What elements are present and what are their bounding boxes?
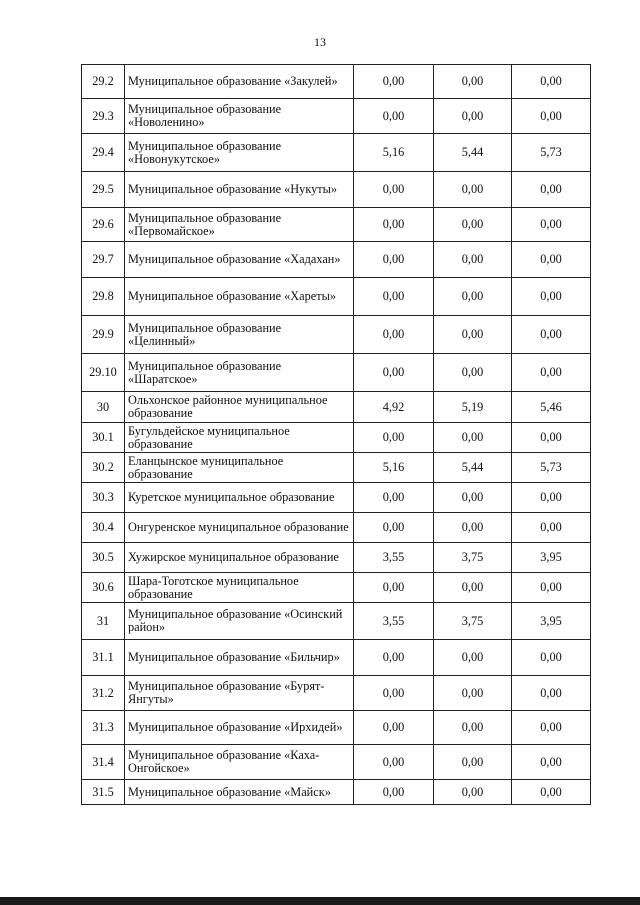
- row-value-1-cell: 0,00: [354, 640, 434, 676]
- row-number-cell: 31.2: [82, 676, 125, 711]
- row-name-cell: Муниципальное образование «Хареты»: [125, 278, 354, 316]
- row-name-cell: Муниципальное образование «Ирхидей»: [125, 711, 354, 745]
- table-row: [82, 483, 591, 513]
- row-value-2-cell: 0,00: [434, 423, 512, 453]
- row-value-1-cell: 4,92: [354, 392, 434, 423]
- row-number-cell: 31.4: [82, 745, 125, 780]
- row-value-2-cell: 0,00: [434, 99, 512, 134]
- row-value-2-cell: 3,75: [434, 603, 512, 640]
- row-value-2-cell: 0,00: [434, 354, 512, 392]
- table-row: [82, 676, 591, 711]
- table-row: [82, 172, 591, 208]
- row-name-cell: Муниципальное образование «Нукуты»: [125, 172, 354, 208]
- row-name-cell: Муниципальное образование «Каха-Онгойское»: [125, 745, 354, 780]
- row-value-3-cell: 0,00: [512, 208, 591, 242]
- row-value-2-cell: 0,00: [434, 208, 512, 242]
- row-value-3-cell: 0,00: [512, 423, 591, 453]
- row-value-3-cell: 5,46: [512, 392, 591, 423]
- row-number-cell: 30.4: [82, 513, 125, 543]
- row-value-2-cell: 3,75: [434, 543, 512, 573]
- row-value-3-cell: 5,73: [512, 453, 591, 483]
- table-row: [82, 573, 591, 603]
- row-value-2-cell: 0,00: [434, 242, 512, 278]
- row-value-3-cell: 0,00: [512, 573, 591, 603]
- row-value-1-cell: 0,00: [354, 208, 434, 242]
- page-number: 13: [314, 35, 326, 49]
- row-value-3-cell: 0,00: [512, 640, 591, 676]
- row-value-3-cell: 0,00: [512, 676, 591, 711]
- row-number-cell: 29.6: [82, 208, 125, 242]
- row-number-cell: 29.5: [82, 172, 125, 208]
- row-value-1-cell: 0,00: [354, 711, 434, 745]
- row-number-cell: 29.9: [82, 316, 125, 354]
- row-value-2-cell: 0,00: [434, 780, 512, 805]
- row-value-1-cell: 0,00: [354, 423, 434, 453]
- row-value-2-cell: 5,19: [434, 392, 512, 423]
- row-number-cell: 29.3: [82, 99, 125, 134]
- row-value-3-cell: 0,00: [512, 316, 591, 354]
- data-table: [81, 64, 591, 805]
- row-name-cell: Хужирское муниципальное образование: [125, 543, 354, 573]
- row-name-cell: Ольхонское районное муниципальное образование: [125, 392, 354, 423]
- table-row: [82, 99, 591, 134]
- row-value-1-cell: 0,00: [354, 242, 434, 278]
- row-value-2-cell: 0,00: [434, 573, 512, 603]
- table-row: [82, 278, 591, 316]
- row-value-3-cell: 0,00: [512, 483, 591, 513]
- table-row: [82, 603, 591, 640]
- table-row: [82, 65, 591, 99]
- table-row: [82, 453, 591, 483]
- row-value-1-cell: 0,00: [354, 573, 434, 603]
- row-value-2-cell: 5,44: [434, 453, 512, 483]
- row-value-1-cell: 0,00: [354, 354, 434, 392]
- row-value-2-cell: 0,00: [434, 513, 512, 543]
- row-value-1-cell: 5,16: [354, 134, 434, 172]
- row-value-1-cell: 0,00: [354, 278, 434, 316]
- row-value-1-cell: 3,55: [354, 543, 434, 573]
- row-name-cell: Муниципальное образование «Бурят-Янгуты»: [125, 676, 354, 711]
- row-number-cell: 31.1: [82, 640, 125, 676]
- row-value-3-cell: 3,95: [512, 543, 591, 573]
- row-name-cell: Муниципальное образование «Бильчир»: [125, 640, 354, 676]
- row-value-3-cell: 0,00: [512, 745, 591, 780]
- row-number-cell: 30.6: [82, 573, 125, 603]
- table-row: [82, 640, 591, 676]
- row-value-1-cell: 0,00: [354, 172, 434, 208]
- row-name-cell: Муниципальное образование «Закулей»: [125, 65, 354, 99]
- row-number-cell: 30.1: [82, 423, 125, 453]
- row-number-cell: 29.2: [82, 65, 125, 99]
- table-row: [82, 745, 591, 780]
- row-value-2-cell: 0,00: [434, 483, 512, 513]
- row-value-3-cell: 3,95: [512, 603, 591, 640]
- row-number-cell: 29.10: [82, 354, 125, 392]
- row-name-cell: Муниципальное образование «Майск»: [125, 780, 354, 805]
- table-row: [82, 208, 591, 242]
- row-name-cell: Муниципальное образование «Осинский район»: [125, 603, 354, 640]
- row-name-cell: Бугульдейское муниципальное образование: [125, 423, 354, 453]
- row-value-2-cell: 0,00: [434, 316, 512, 354]
- row-value-1-cell: 0,00: [354, 65, 434, 99]
- row-value-3-cell: 0,00: [512, 780, 591, 805]
- row-value-3-cell: 0,00: [512, 278, 591, 316]
- row-value-3-cell: 0,00: [512, 354, 591, 392]
- row-value-2-cell: 0,00: [434, 640, 512, 676]
- row-value-2-cell: 5,44: [434, 134, 512, 172]
- row-value-3-cell: 0,00: [512, 172, 591, 208]
- row-number-cell: 31: [82, 603, 125, 640]
- row-number-cell: 31.3: [82, 711, 125, 745]
- table-row: [82, 711, 591, 745]
- row-value-1-cell: 0,00: [354, 99, 434, 134]
- row-number-cell: 29.4: [82, 134, 125, 172]
- row-value-1-cell: 5,16: [354, 453, 434, 483]
- row-name-cell: Куретское муниципальное образование: [125, 483, 354, 513]
- row-number-cell: 30.3: [82, 483, 125, 513]
- row-number-cell: 30: [82, 392, 125, 423]
- scan-edge-bar: [0, 897, 640, 905]
- row-name-cell: Муниципальное образование «Хадахан»: [125, 242, 354, 278]
- row-name-cell: Муниципальное образование «Шаратское»: [125, 354, 354, 392]
- row-value-1-cell: 0,00: [354, 745, 434, 780]
- table-row: [82, 780, 591, 805]
- row-value-1-cell: 0,00: [354, 483, 434, 513]
- row-value-1-cell: 0,00: [354, 513, 434, 543]
- row-value-1-cell: 3,55: [354, 603, 434, 640]
- row-value-3-cell: 0,00: [512, 242, 591, 278]
- row-value-1-cell: 0,00: [354, 676, 434, 711]
- row-name-cell: Муниципальное образование «Новонукутское»: [125, 134, 354, 172]
- row-value-1-cell: 0,00: [354, 316, 434, 354]
- row-number-cell: 30.2: [82, 453, 125, 483]
- row-number-cell: 30.5: [82, 543, 125, 573]
- row-value-3-cell: 0,00: [512, 99, 591, 134]
- row-name-cell: Шара-Тоготское муниципальное образование: [125, 573, 354, 603]
- row-name-cell: Еланцынское муниципальное образование: [125, 453, 354, 483]
- row-value-2-cell: 0,00: [434, 711, 512, 745]
- row-value-2-cell: 0,00: [434, 676, 512, 711]
- row-name-cell: Муниципальное образование «Первомайское»: [125, 208, 354, 242]
- row-value-3-cell: 0,00: [512, 65, 591, 99]
- row-number-cell: 31.5: [82, 780, 125, 805]
- table-row: [82, 392, 591, 423]
- row-value-2-cell: 0,00: [434, 745, 512, 780]
- table-row: [82, 543, 591, 573]
- table-row: [82, 242, 591, 278]
- table-row: [82, 513, 591, 543]
- table-row: [82, 316, 591, 354]
- row-value-3-cell: 5,73: [512, 134, 591, 172]
- table-row: [82, 423, 591, 453]
- table-row: [82, 354, 591, 392]
- row-value-2-cell: 0,00: [434, 278, 512, 316]
- row-value-3-cell: 0,00: [512, 711, 591, 745]
- row-name-cell: Муниципальное образование «Целинный»: [125, 316, 354, 354]
- row-name-cell: Онгуренское муниципальное образование: [125, 513, 354, 543]
- table-row: [82, 134, 591, 172]
- row-value-3-cell: 0,00: [512, 513, 591, 543]
- row-value-2-cell: 0,00: [434, 172, 512, 208]
- row-value-1-cell: 0,00: [354, 780, 434, 805]
- table-body: [82, 65, 591, 805]
- row-value-2-cell: 0,00: [434, 65, 512, 99]
- row-number-cell: 29.7: [82, 242, 125, 278]
- row-name-cell: Муниципальное образование «Новоленино»: [125, 99, 354, 134]
- row-number-cell: 29.8: [82, 278, 125, 316]
